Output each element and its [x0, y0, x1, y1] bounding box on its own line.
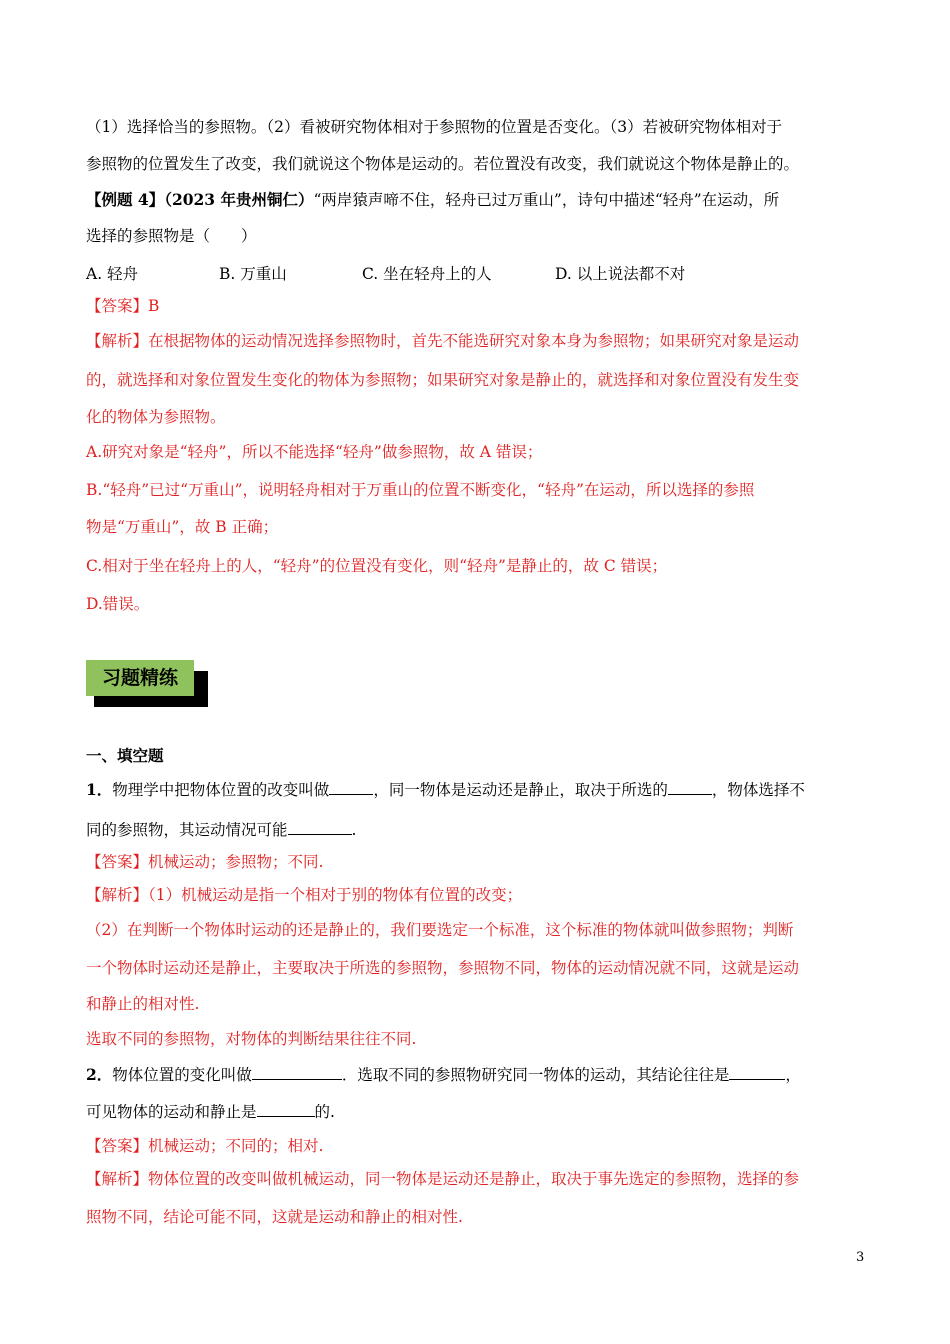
example-b-line-2: 物是“万重山”，故 B 正确； [86, 518, 279, 536]
q2-text-1: 物体位置的变化叫做 [112, 1066, 252, 1084]
q1-text-4: 同的参照物，其运动情况可能 [86, 821, 288, 839]
q1-text-5: . [351, 821, 357, 839]
q2-text-5: 的. [314, 1103, 335, 1121]
q1-analysis-3: 一个物体时运动还是静止，主要取决于所选的参照物，参照物不同，物体的运动情况就不同，这就是运动 [86, 959, 800, 977]
analysis-tag: 【解析】 [86, 332, 149, 350]
heading-label: 习题精练 [86, 660, 194, 696]
example-d-line: D.错误。 [86, 595, 150, 613]
q2-number: 2． [86, 1065, 113, 1084]
example-answer: 【答案】B [86, 297, 160, 315]
q2-text-4: 可见物体的运动和静止是 [86, 1103, 257, 1121]
section-heading [86, 660, 198, 700]
q2-text-3: ， [785, 1066, 801, 1084]
q1-blank-3 [288, 819, 352, 835]
example-stem-2: 选择的参照物是（ ） [86, 227, 257, 245]
option-b: B. 万重山 [219, 265, 287, 283]
example-source: （2023 年贵州铜仁） [164, 190, 314, 209]
q1-number: 1． [86, 780, 113, 799]
page-number: 3 [856, 1250, 865, 1265]
example-b-line-1: B.“轻舟”已过“万重山”，说明轻舟相对于万重山的位置不断变化，“轻舟”在运动，所以选择的参照 [86, 481, 755, 499]
q2-analysis-2: 照物不同，结论可能不同，这就是运动和静止的相对性. [86, 1208, 463, 1226]
q2-blank-3 [257, 1101, 315, 1117]
q2-analysis-1 [86, 1169, 799, 1189]
example-c-line: C.相对于坐在轻舟上的人，“轻舟”的位置没有变化，则“轻舟”是静止的，故 C 错误； [86, 557, 668, 575]
option-c: C. 坐在轻舟上的人 [362, 265, 492, 283]
intro-line-1: （1）选择恰当的参照物。（2）看被研究物体相对于参照物的位置是否变化。（3）若被研究物体相对于 [86, 118, 783, 136]
q1-line-1 [86, 779, 805, 800]
option-a: A. 轻舟 [86, 265, 139, 283]
q2-blank-2 [729, 1064, 785, 1080]
q2-text-2: ．选取不同的参照物研究同一物体的运动，其结论往往是 [341, 1066, 730, 1084]
q2-line-2 [86, 1101, 335, 1122]
example-a-line: A.研究对象是“轻舟”，所以不能选择“轻舟”做参照物，故 A 错误； [86, 443, 543, 461]
q2-analysis-tag: 【解析】 [86, 1170, 149, 1188]
q1-analysis-tag: 【解析】 [86, 886, 149, 904]
q1-text-2: ，同一物体是运动还是静止，取决于所选的 [373, 781, 668, 799]
example-tag: 【例题 4】 [86, 190, 165, 209]
example-analysis-2: 的，就选择和对象位置发生变化的物体为参照物；如果研究对象是静止的，就选择和对象位置没有发生变 [86, 371, 800, 389]
q2-analysis-text: 物体位置的改变叫做机械运动，同一物体是运动还是静止，取决于事先选定的参照物，选择的参 [148, 1170, 800, 1188]
analysis-text: 在根据物体的运动情况选择参照物时，首先不能选研究对象本身为参照物；如果研究对象是运动 [148, 332, 800, 350]
q2-blank-1 [252, 1064, 342, 1080]
q1-line-2 [86, 819, 356, 840]
q1-analysis-text: （1）机械运动是指一个相对于别的物体有位置的改变； [148, 886, 523, 904]
option-d: D. 以上说法都不对 [555, 265, 686, 283]
q2-line-1 [86, 1064, 801, 1085]
q1-analysis-2: （2）在判断一个物体时运动的还是静止的，我们要选定一个标准，这个标准的物体就叫做参照物；判断 [86, 921, 794, 939]
example-analysis-3: 化的物体为参照物。 [86, 408, 226, 426]
q1-text-1: 物理学中把物体位置的改变叫做 [112, 781, 330, 799]
example-stem-text: “两岸猿声啼不住，轻舟已过万重山”，诗句中描述“轻舟”在运动，所 [313, 191, 780, 209]
example-stem [86, 190, 779, 210]
q1-analysis-5: 选取不同的参照物，对物体的判断结果往往不同. [86, 1030, 417, 1048]
q1-answer: 【答案】机械运动；参照物；不同. [86, 853, 324, 871]
part-title: 一、填空题 [86, 746, 164, 765]
q2-answer: 【答案】机械运动；不同的；相对. [86, 1137, 324, 1155]
q1-analysis-4: 和静止的相对性. [86, 995, 200, 1013]
q1-text-3: ，物体选择不 [711, 781, 805, 799]
intro-line-2: 参照物的位置发生了改变，我们就说这个物体是运动的。若位置没有改变，我们就说这个物体是静止的。 [86, 155, 800, 173]
example-analysis-1 [86, 331, 799, 351]
q1-analysis-1 [86, 885, 522, 905]
q1-blank-2 [668, 779, 712, 795]
q1-blank-1 [329, 779, 373, 795]
